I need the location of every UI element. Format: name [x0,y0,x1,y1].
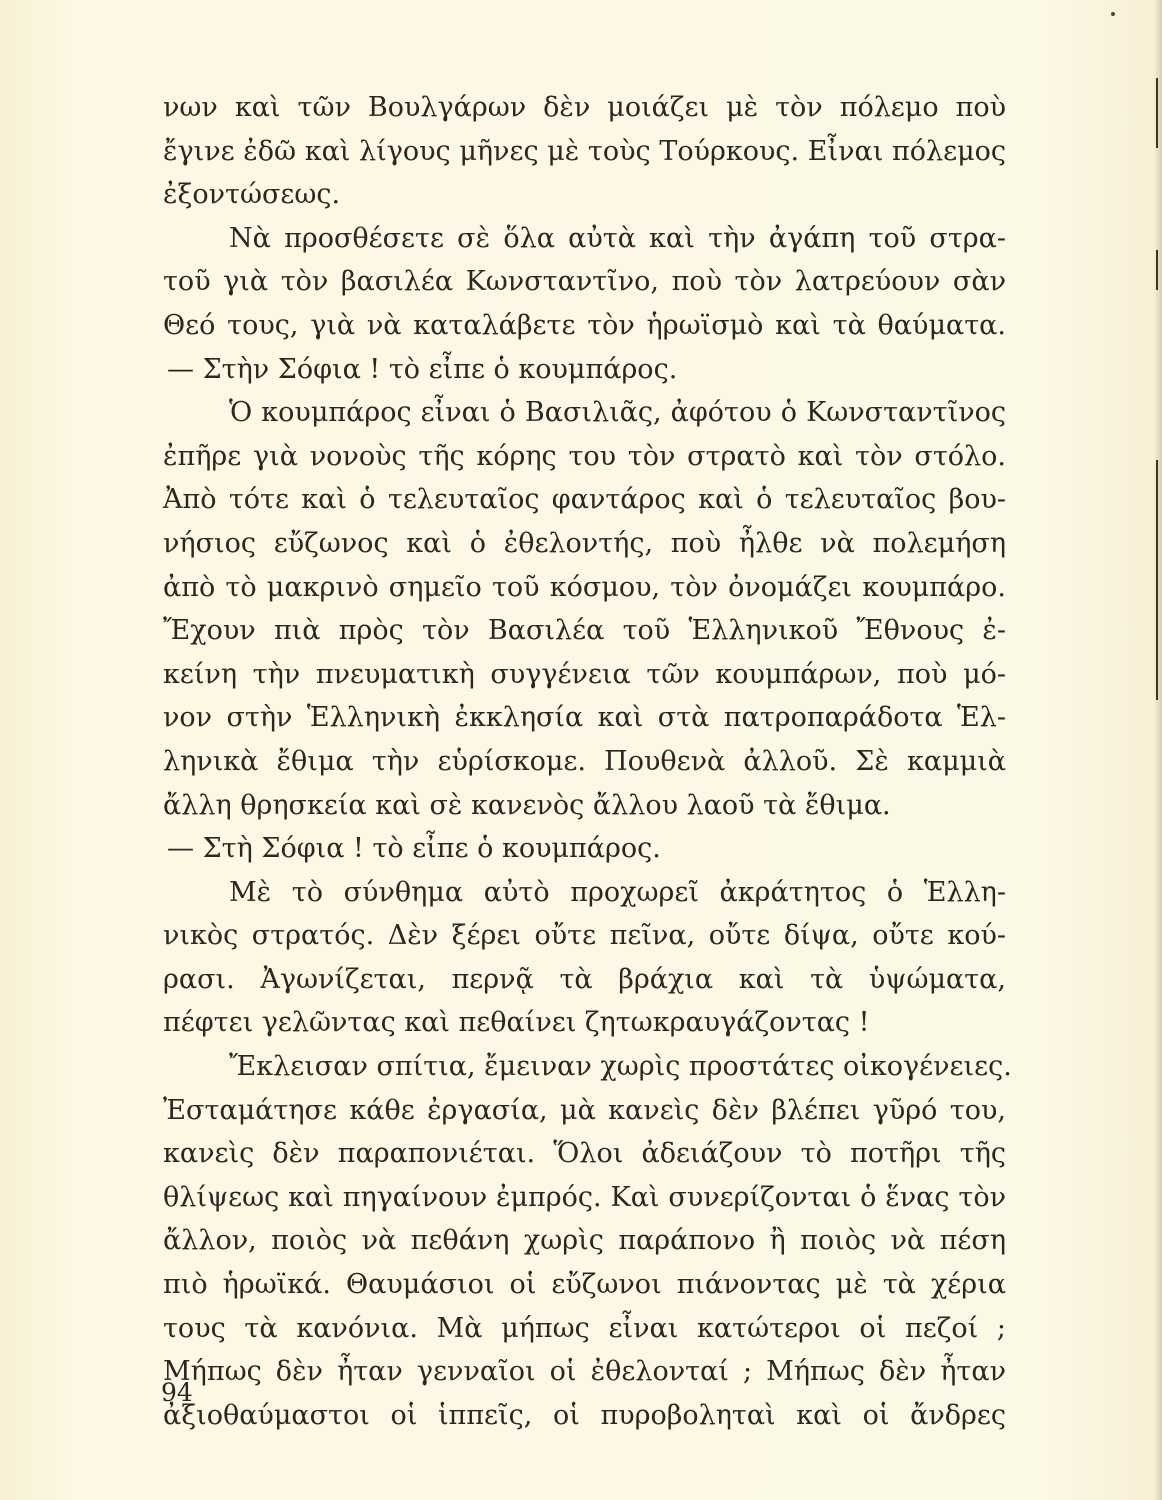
text-line: ἐξοντώσεως. [163,179,341,211]
text-line: ἀπὸ τὸ μακρινὸ σημεῖο τοῦ κόσμου, τὸν ὀνομάζει κουμπάρο. [163,571,1006,603]
text-line: ἄλλη θρησκεία καὶ σὲ κανενὸς ἄλλου λαοῦ τὰ ἔθιμα. [163,789,891,821]
text-line: Νὰ προσθέσετε σὲ ὅλα αὐτὰ καὶ τὴν ἀγάπη τοῦ στρα- [229,222,1006,254]
text-line: Μήπως δὲν ἦταν γενναῖοι οἱ ἐθελονταί ; Μήπως δὲν ἦταν [163,1356,1006,1388]
print-speck [1111,12,1115,16]
page-edge-shadow [1154,0,1162,1500]
text-line: πιὸ ἡρωϊκά. Θαυμάσιοι οἱ εὔζωνοι πιάνοντας μὲ τὰ χέρια [163,1269,1006,1301]
text-line: ἔγινε ἐδῶ καὶ λίγους μῆνες μὲ τοὺς Τούρκους. Εἶναι πόλεμος [163,135,1006,167]
text-line: Ἐσταμάτησε κάθε ἐργασία, μὰ κανεὶς δὲν βλέπει γῦρό του, [163,1094,1006,1126]
text-line: τοῦ γιὰ τὸν βασιλέα Κωνσταντῖνο, ποὺ τὸν λατρεύουν σὰν [163,266,1006,298]
text-line: Ἔχουν πιὰ πρὸς τὸν Βασιλέα τοῦ Ἑλληνικοῦ Ἔθνους ἐ- [163,615,1006,647]
text-line: ἐπῆρε γιὰ νονοὺς τῆς κόρης του τὸν στρατὸ καὶ τὸν στόλο. [163,440,1006,472]
text-line: ἄλλον, ποιὸς νὰ πεθάνη χωρὶς παράπονο ἢ ποιὸς νὰ πέση [163,1225,1006,1257]
text-line: — Στὴ Σόφια ! τὸ εἶπε ὁ κουμπάρος. [167,833,661,865]
text-line: ρασι. Ἀγωνίζεται, περνᾷ τὰ βράχια καὶ τὰ ὑψώματα, [163,963,1006,995]
text-line: θλίψεως καὶ πηγαίνουν ἐμπρός. Καὶ συνερίζονται ὁ ἕνας τὸν [163,1181,1006,1213]
text-line: ἀξιοθαύμαστοι οἱ ἱππεῖς, οἱ πυροβοληταὶ καὶ οἱ ἄνδρες [163,1399,1006,1431]
text-line: — Στὴν Σόφια ! τὸ εἶπε ὁ κουμπάρος. [167,353,678,385]
text-line: Ἀπὸ τότε καὶ ὁ τελευταῖος φαντάρος καὶ ὁ τελευταῖος βου- [163,484,1006,516]
page-edge-mark [1156,460,1158,700]
page-edge-mark [1156,250,1158,290]
text-line: νον στὴν Ἑλληνικὴ ἐκκλησία καὶ στὰ πατροπαράδοτα Ἑλ- [163,702,1006,734]
text-line: πέφτει γελῶντας καὶ πεθαίνει ζητωκραυγάζοντας ! [163,1007,870,1039]
text-line: ληνικὰ ἔθιμα τὴν εὑρίσκομε. Πουθενὰ ἀλλοῦ. Σὲ καμμιὰ [163,745,1006,777]
text-line: νικὸς στρατός. Δὲν ξέρει οὔτε πεῖνα, οὔτε δίψα, οὔτε κού- [163,920,1006,952]
text-line: τους τὰ κανόνια. Μὰ μήπως εἶναι κατώτεροι οἱ πεζοί ; [163,1312,1006,1344]
text-line: Θεό τους, γιὰ νὰ καταλάβετε τὸν ἡρωϊσμὸ καὶ τὰ θαύματα. [163,309,1006,341]
text-line: Ὁ κουμπάρος εἶναι ὁ Βασιλιᾶς, ἀφότου ὁ Κωνσταντῖνος [229,397,1006,429]
page-edge-mark [1156,78,1158,148]
text-line: Ἔκλεισαν σπίτια, ἔμειναν χωρὶς προστάτες οἰκογένειες. [229,1051,1012,1083]
text-line: νήσιος εὔζωνος καὶ ὁ ἐθελοντής, ποὺ ἦλθε νὰ πολεμήση [163,527,1006,559]
page-number: 94 [161,1378,193,1407]
text-line: νων καὶ τῶν Βουλγάρων δὲν μοιάζει μὲ τὸν πόλεμο ποὺ [163,92,1006,123]
text-line: κείνη τὴν πνευματικὴ συγγένεια τῶν κουμπάρων, ποὺ μό- [163,658,1006,690]
text-line: Μὲ τὸ σύνθημα αὐτὸ προχωρεῖ ἀκράτητος ὁ Ἑλλη- [229,876,1006,908]
body-text [163,86,1012,1437]
text-line: κανεὶς δὲν παραπονιέται. Ὅλοι ἀδειάζουν τὸ ποτῆρι τῆς [163,1138,1006,1170]
